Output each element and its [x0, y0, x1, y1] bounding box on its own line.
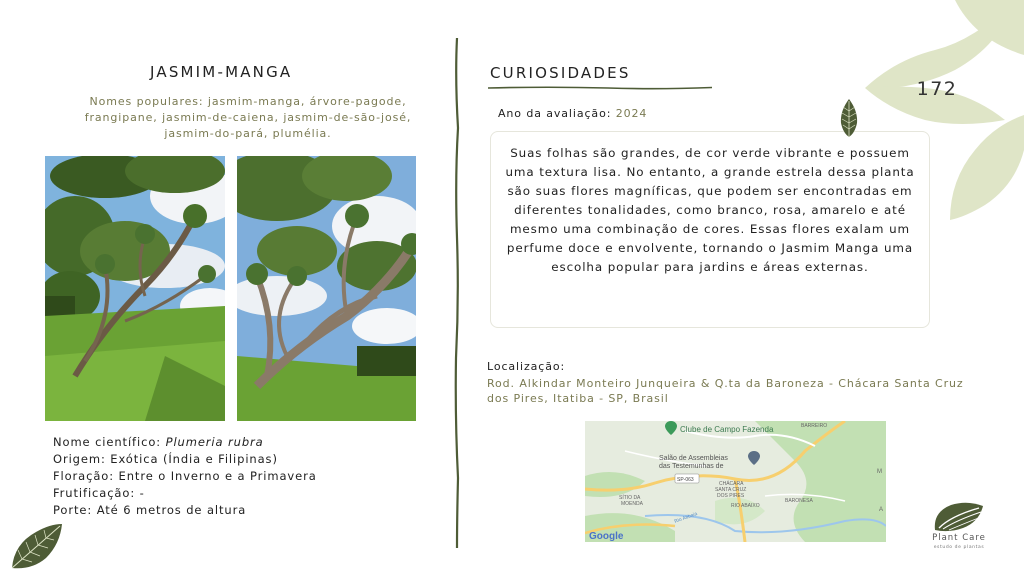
map-label-chacara-2: SANTA CRUZ: [715, 487, 747, 493]
map-label-sitio-2: MOENDA: [621, 501, 643, 507]
curiosidades-title: CURIOSIDADES: [490, 64, 631, 82]
map-label-chacara-1: CHÁCARA: [719, 481, 744, 487]
brand-tagline: estudo de plantas: [933, 545, 985, 550]
year-label: Ano da avaliação:: [498, 107, 612, 120]
location-value: Rod. Alkindar Monteiro Junqueira & Q.ta da Baroneza - Chácara Santa Cruz dos Pires, Itatiba - SP, Brasil: [487, 377, 964, 405]
plant-details: [53, 434, 317, 519]
map-label-salao-2: das Testemunhas de: [659, 463, 724, 470]
location-label: Localização:: [487, 360, 566, 373]
plant-title: JASMIM-MANGA: [150, 63, 293, 81]
map-label-rio-abaixo: RIO ABAIXO: [731, 503, 760, 509]
evaluation-year: [498, 107, 647, 120]
leaf-icon: [838, 97, 860, 139]
map-label-chacara-3: DOS PIRES: [717, 493, 745, 499]
scientific-name-label: Nome científico:: [53, 435, 162, 449]
map-label-barreiro: BARREIRO: [801, 423, 828, 429]
map-label-baronesa: BARONESA: [785, 498, 813, 504]
popular-names: Nomes populares: jasmim-manga, árvore-pagode, frangipane, jasmim-de-caiena, jasmim-de-são-josé, jasmim-do-pará, plumélia.: [84, 95, 412, 140]
fruiting-row: Frutificação: -: [53, 486, 145, 500]
size-row: Porte: Até 6 metros de altura: [53, 503, 247, 517]
curiosidades-text: Suas folhas são grandes, de cor verde vibrante e possuem uma textura lisa. No entanto, a grande estrela dessa planta são suas flores magníficas, que podem ser encontradas em diferentes tonalidades, como branco, rosa, amarelo e até mesmo uma combinação de cores. Essas flores exalam um perfume doce e envolvente, tornando o Jasmim Manga uma escolha popular para jardins e áreas externas.: [490, 131, 930, 328]
page-number: 172: [916, 78, 958, 100]
leaf-decoration-icon: [8, 520, 64, 572]
location-map[interactable]: [585, 421, 886, 542]
map-edge-a: A: [879, 507, 884, 513]
map-label-clube: Clube de Campo Fazenda: [680, 425, 774, 434]
tree-photo-2: [237, 156, 416, 421]
brand-logo: [920, 500, 998, 552]
flowering-row: Floração: Entre o Inverno e a Primavera: [53, 469, 317, 483]
year-value: 2024: [615, 107, 648, 120]
title-underline: [488, 85, 712, 91]
vertical-divider: [452, 38, 462, 548]
brand-name: Plant Care: [932, 533, 986, 543]
map-label-sitio-1: SÍTIO DA: [619, 495, 641, 501]
tree-photo-1: [45, 156, 225, 421]
google-logo: Google: [589, 531, 624, 542]
scientific-name-value: Plumeria rubra: [165, 435, 264, 449]
map-label-rio-atibaia: Rio Atibaia: [673, 511, 699, 525]
decorative-leaves-top: [855, 0, 1024, 225]
map-road-label: SP-063: [677, 477, 694, 483]
origin-row: Origem: Exótica (Índia e Filipinas): [53, 452, 278, 466]
scientific-name-row: [53, 434, 317, 451]
map-edge-m: M: [877, 469, 882, 475]
map-label-salao-1: Salão de Assembleias: [659, 455, 728, 462]
brand-leaf-icon: [929, 500, 987, 532]
